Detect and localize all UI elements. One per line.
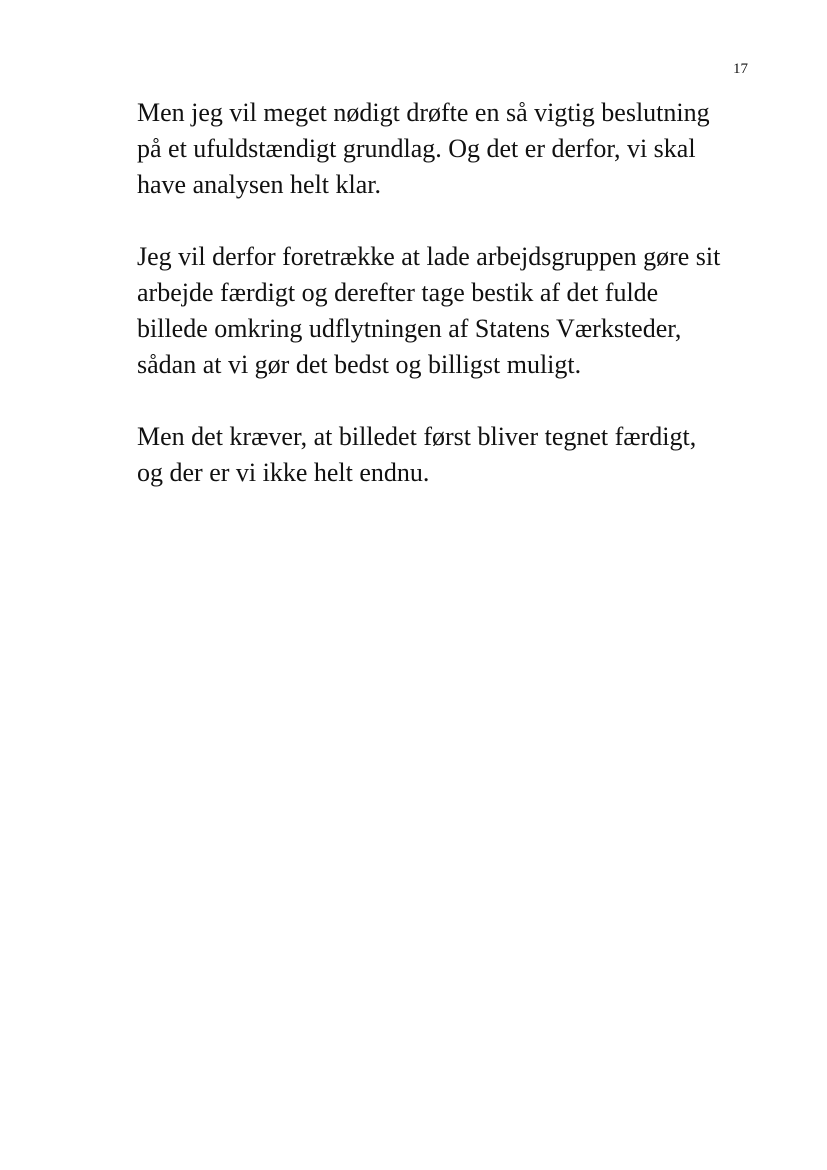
text-line: Men det kræver, at billedet først bliver tegnet færdigt, [137,422,697,451]
page-number: 17 [733,61,748,77]
text-line: billede omkring udflytningen af Statens Værksteder, [137,314,682,343]
paragraph-3 [137,419,777,491]
text-line: have analysen helt klar. [137,170,382,199]
text-line: sådan at vi gør det bedst og billigst muligt. [137,350,582,379]
body-text [137,95,777,527]
text-line: arbejde færdigt og derefter tage bestik af det fulde [137,278,659,307]
text-line: Men jeg vil meget nødigt drøfte en så vigtig beslutning [137,98,710,127]
text-line: Jeg vil derfor foretrække at lade arbejdsgruppen gøre sit [137,242,721,271]
paragraph-2 [137,239,777,383]
text-line: på et ufuldstændigt grundlag. Og det er derfor, vi skal [137,134,696,163]
paragraph-1 [137,95,777,203]
text-line: og der er vi ikke helt endnu. [137,458,430,487]
